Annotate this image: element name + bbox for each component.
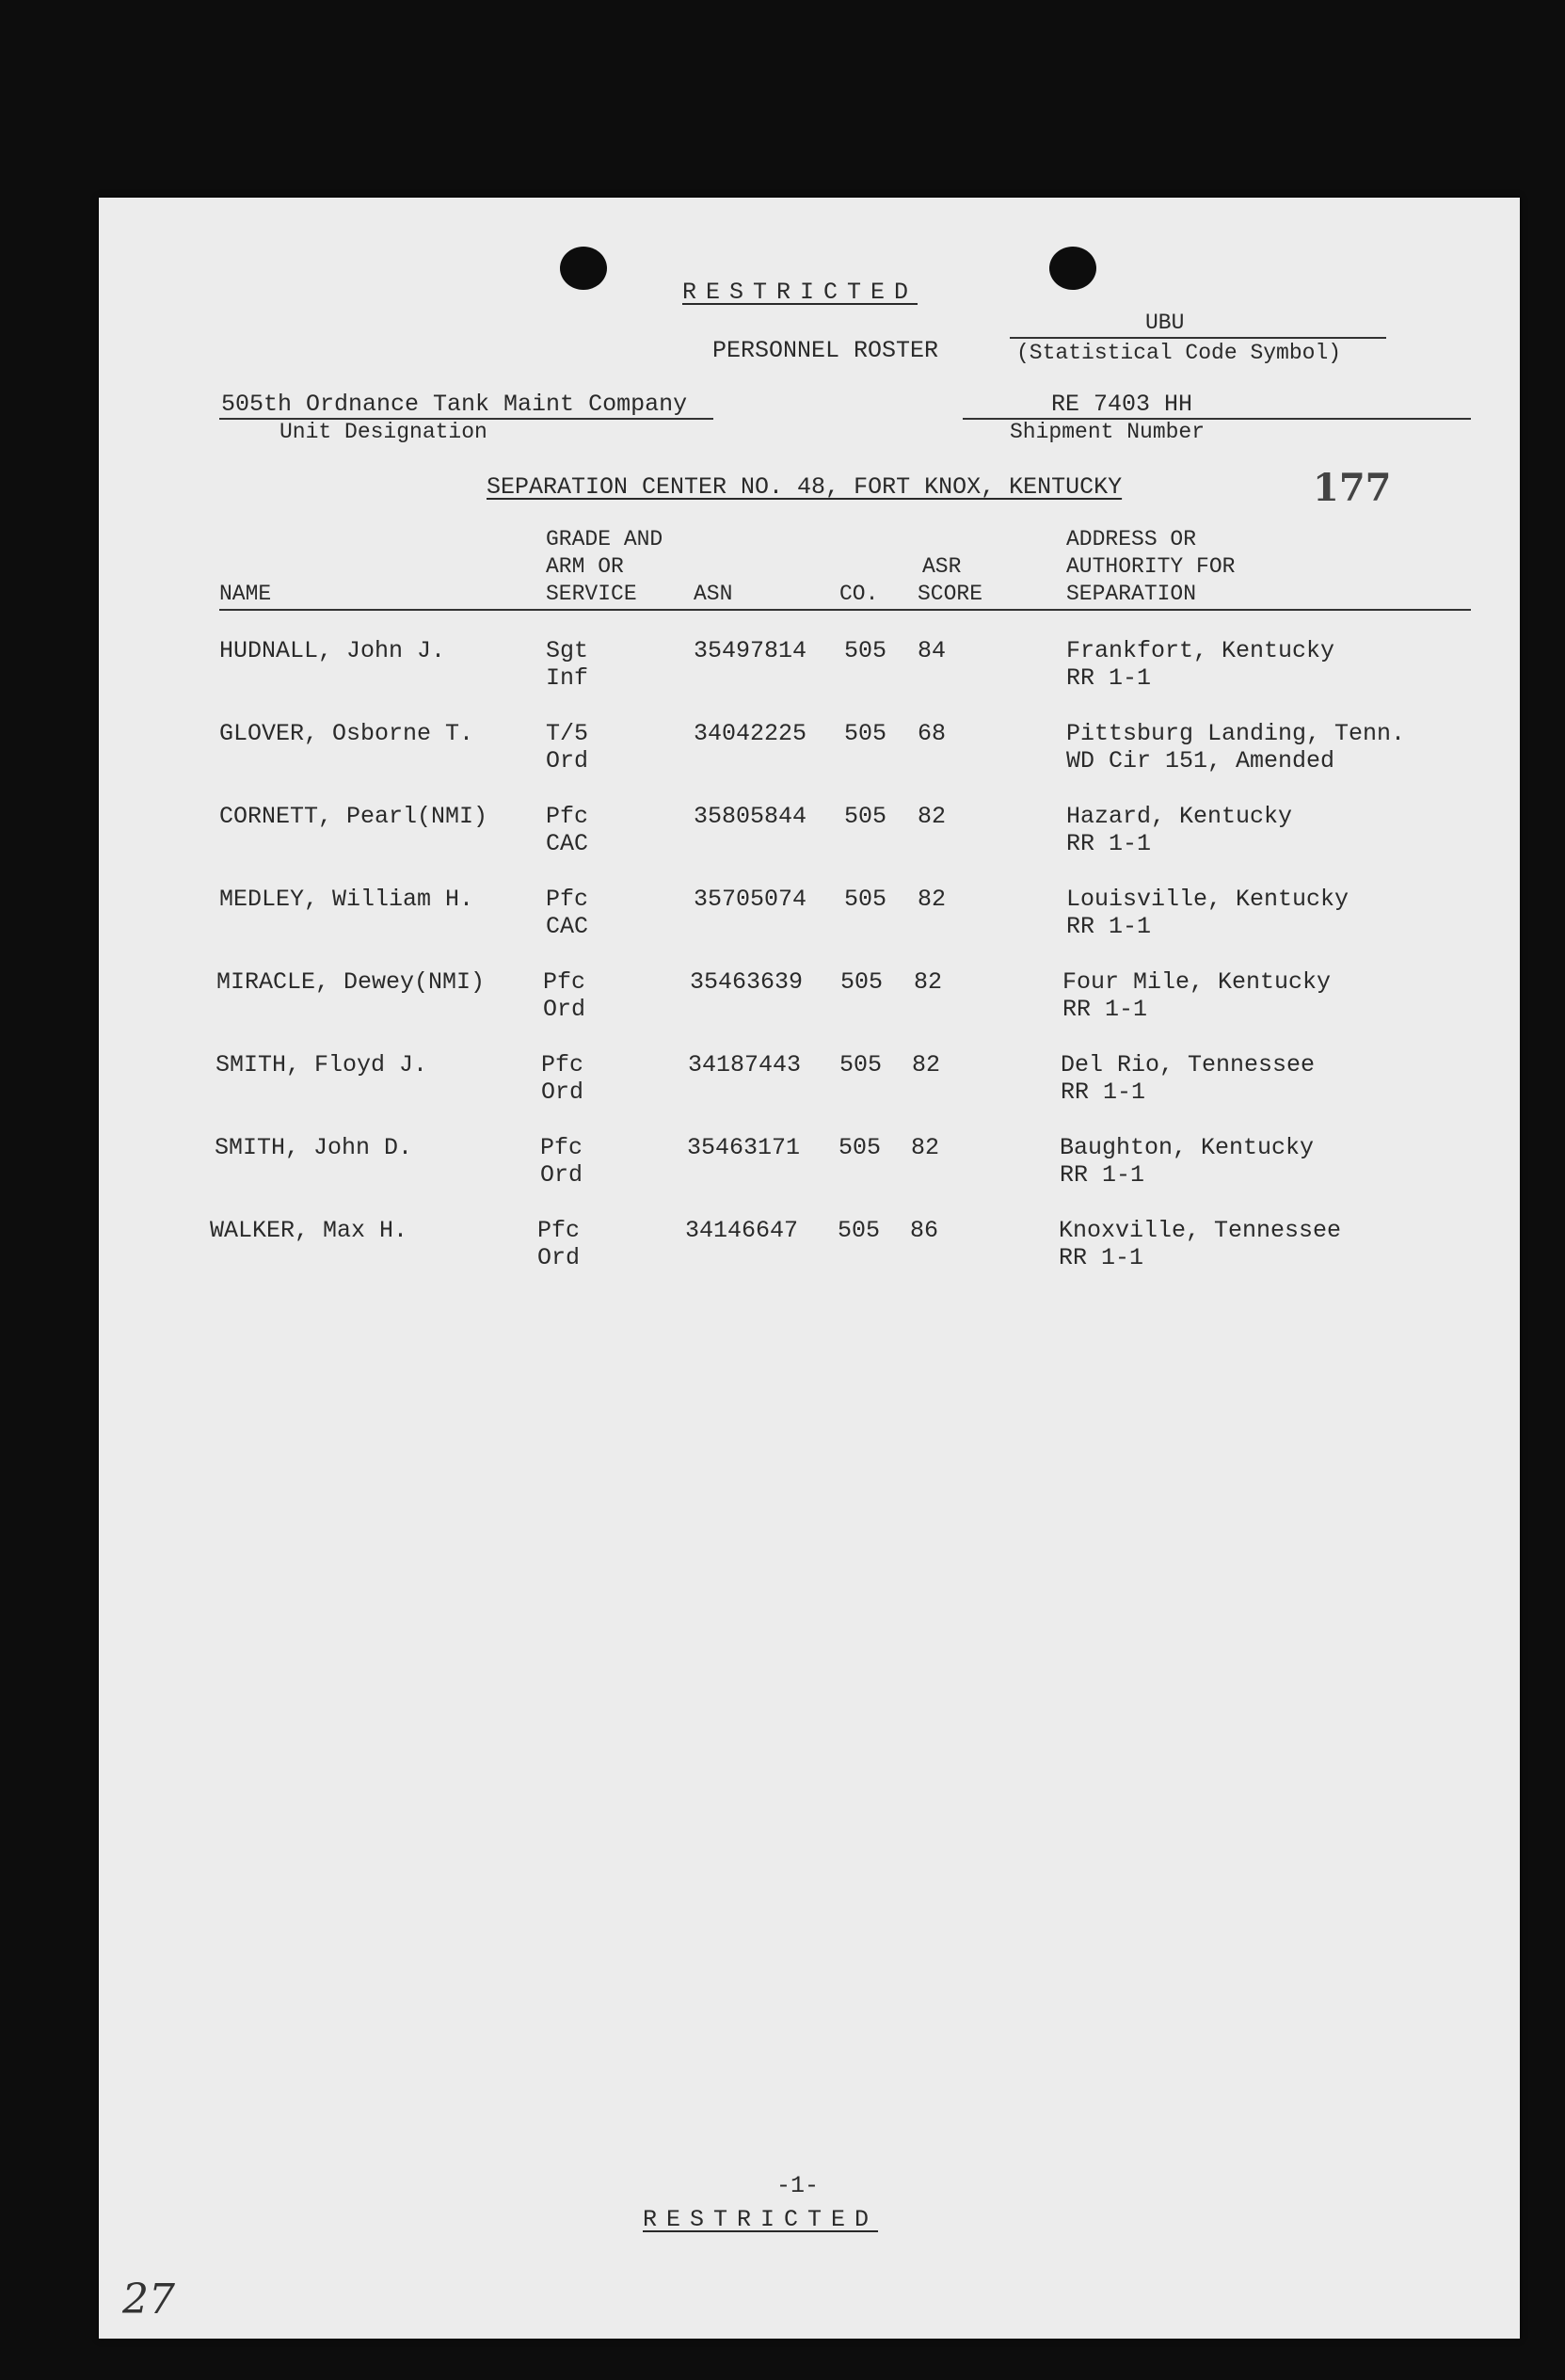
row-authority: RR 1-1 xyxy=(1066,830,1152,857)
row-co: 505 xyxy=(838,1134,882,1161)
row-arm: Ord xyxy=(537,1244,581,1271)
table-row xyxy=(99,886,1520,942)
row-score: 82 xyxy=(914,968,943,996)
row-grade: Pfc xyxy=(546,886,589,913)
row-co: 505 xyxy=(844,803,887,830)
punch-hole-right xyxy=(1049,247,1096,290)
row-name: SMITH, John D. xyxy=(215,1134,413,1161)
row-authority: RR 1-1 xyxy=(1059,1244,1144,1271)
shipment-caption: Shipment Number xyxy=(1010,420,1206,444)
roster-page xyxy=(99,198,1520,2339)
row-address: Baughton, Kentucky xyxy=(1060,1134,1315,1161)
row-co: 505 xyxy=(838,1217,881,1244)
row-name: HUDNALL, John J. xyxy=(219,637,446,664)
row-name: CORNETT, Pearl(NMI) xyxy=(219,803,488,830)
row-address: Frankfort, Kentucky xyxy=(1066,637,1335,664)
row-authority: WD Cir 151, Amended xyxy=(1066,747,1335,775)
row-authority: RR 1-1 xyxy=(1061,1078,1146,1106)
row-authority: RR 1-1 xyxy=(1066,664,1152,692)
col-asr-l2: SCORE xyxy=(918,582,983,606)
row-authority: RR 1-1 xyxy=(1062,996,1148,1023)
row-asn: 34146647 xyxy=(685,1217,799,1244)
row-asn: 35497814 xyxy=(694,637,807,664)
page-number: -1- xyxy=(776,2172,820,2199)
row-score: 82 xyxy=(912,1051,941,1078)
row-arm: Ord xyxy=(541,1078,584,1106)
row-score: 68 xyxy=(918,720,947,747)
row-arm: CAC xyxy=(546,830,589,857)
row-score: 82 xyxy=(918,803,947,830)
row-co: 505 xyxy=(840,968,884,996)
row-authority: RR 1-1 xyxy=(1060,1161,1145,1189)
row-score: 82 xyxy=(918,886,947,913)
table-row xyxy=(99,1217,1520,1273)
row-arm: Ord xyxy=(546,747,589,775)
row-address: Knoxville, Tennessee xyxy=(1059,1217,1342,1244)
classification-top: RESTRICTED xyxy=(682,279,918,306)
col-asr-l1: ASR xyxy=(922,554,962,579)
row-asn: 35705074 xyxy=(694,886,807,913)
unit-designation: 505th Ordnance Tank Maint Company xyxy=(221,391,688,418)
handwritten-mark: 27 xyxy=(122,2276,175,2324)
separation-center: SEPARATION CENTER NO. 48, FORT KNOX, KENTUCKY xyxy=(487,473,1123,501)
row-arm: Inf xyxy=(546,664,589,692)
row-asn: 34042225 xyxy=(694,720,807,747)
col-name: NAME xyxy=(219,582,272,606)
row-address: Louisville, Kentucky xyxy=(1066,886,1349,913)
row-asn: 35805844 xyxy=(694,803,807,830)
row-score: 84 xyxy=(918,637,947,664)
stat-code-rule xyxy=(1010,337,1386,339)
table-row xyxy=(99,968,1520,1025)
col-addr-l2: AUTHORITY FOR xyxy=(1066,554,1236,579)
row-name: WALKER, Max H. xyxy=(210,1217,408,1244)
col-grade-l1: GRADE AND xyxy=(546,527,663,551)
row-co: 505 xyxy=(844,720,887,747)
table-row xyxy=(99,1051,1520,1108)
page-stamp: 177 xyxy=(1313,466,1392,510)
col-grade-l3: SERVICE xyxy=(546,582,637,606)
row-name: MIRACLE, Dewey(NMI) xyxy=(216,968,486,996)
row-grade: Pfc xyxy=(546,803,589,830)
row-name: SMITH, Floyd J. xyxy=(216,1051,428,1078)
col-addr-l3: SEPARATION xyxy=(1066,582,1197,606)
row-address: Pittsburg Landing, Tenn. xyxy=(1066,720,1406,747)
shipment-number: RE 7403 HH xyxy=(1051,391,1193,418)
header-rule xyxy=(219,609,1471,611)
col-asn: ASN xyxy=(694,582,733,606)
table-row xyxy=(99,1134,1520,1190)
row-grade: Pfc xyxy=(540,1134,583,1161)
document-title: PERSONNEL ROSTER xyxy=(712,337,939,364)
row-address: Four Mile, Kentucky xyxy=(1062,968,1332,996)
row-co: 505 xyxy=(844,886,887,913)
punch-hole-left xyxy=(560,247,607,290)
row-asn: 34187443 xyxy=(688,1051,802,1078)
row-co: 505 xyxy=(844,637,887,664)
row-authority: RR 1-1 xyxy=(1066,913,1152,940)
row-score: 86 xyxy=(910,1217,939,1244)
stat-code-caption: (Statistical Code Symbol) xyxy=(1016,341,1342,365)
row-arm: Ord xyxy=(540,1161,583,1189)
row-score: 82 xyxy=(911,1134,940,1161)
row-address: Hazard, Kentucky xyxy=(1066,803,1293,830)
col-grade-l2: ARM OR xyxy=(546,554,624,579)
row-co: 505 xyxy=(839,1051,883,1078)
classification-bottom: RESTRICTED xyxy=(643,2206,879,2233)
col-co: CO. xyxy=(839,582,879,606)
row-asn: 35463639 xyxy=(690,968,804,996)
col-addr-l1: ADDRESS OR xyxy=(1066,527,1197,551)
row-grade: Pfc xyxy=(543,968,586,996)
row-address: Del Rio, Tennessee xyxy=(1061,1051,1316,1078)
row-asn: 35463171 xyxy=(687,1134,801,1161)
table-row xyxy=(99,720,1520,776)
row-grade: Sgt xyxy=(546,637,589,664)
row-name: GLOVER, Osborne T. xyxy=(219,720,474,747)
stat-code: UBU xyxy=(1145,311,1185,335)
row-arm: Ord xyxy=(543,996,586,1023)
table-row xyxy=(99,637,1520,694)
row-arm: CAC xyxy=(546,913,589,940)
table-row xyxy=(99,803,1520,859)
row-grade: Pfc xyxy=(537,1217,581,1244)
row-grade: Pfc xyxy=(541,1051,584,1078)
row-name: MEDLEY, William H. xyxy=(219,886,474,913)
row-grade: T/5 xyxy=(546,720,589,747)
unit-caption: Unit Designation xyxy=(279,420,487,444)
